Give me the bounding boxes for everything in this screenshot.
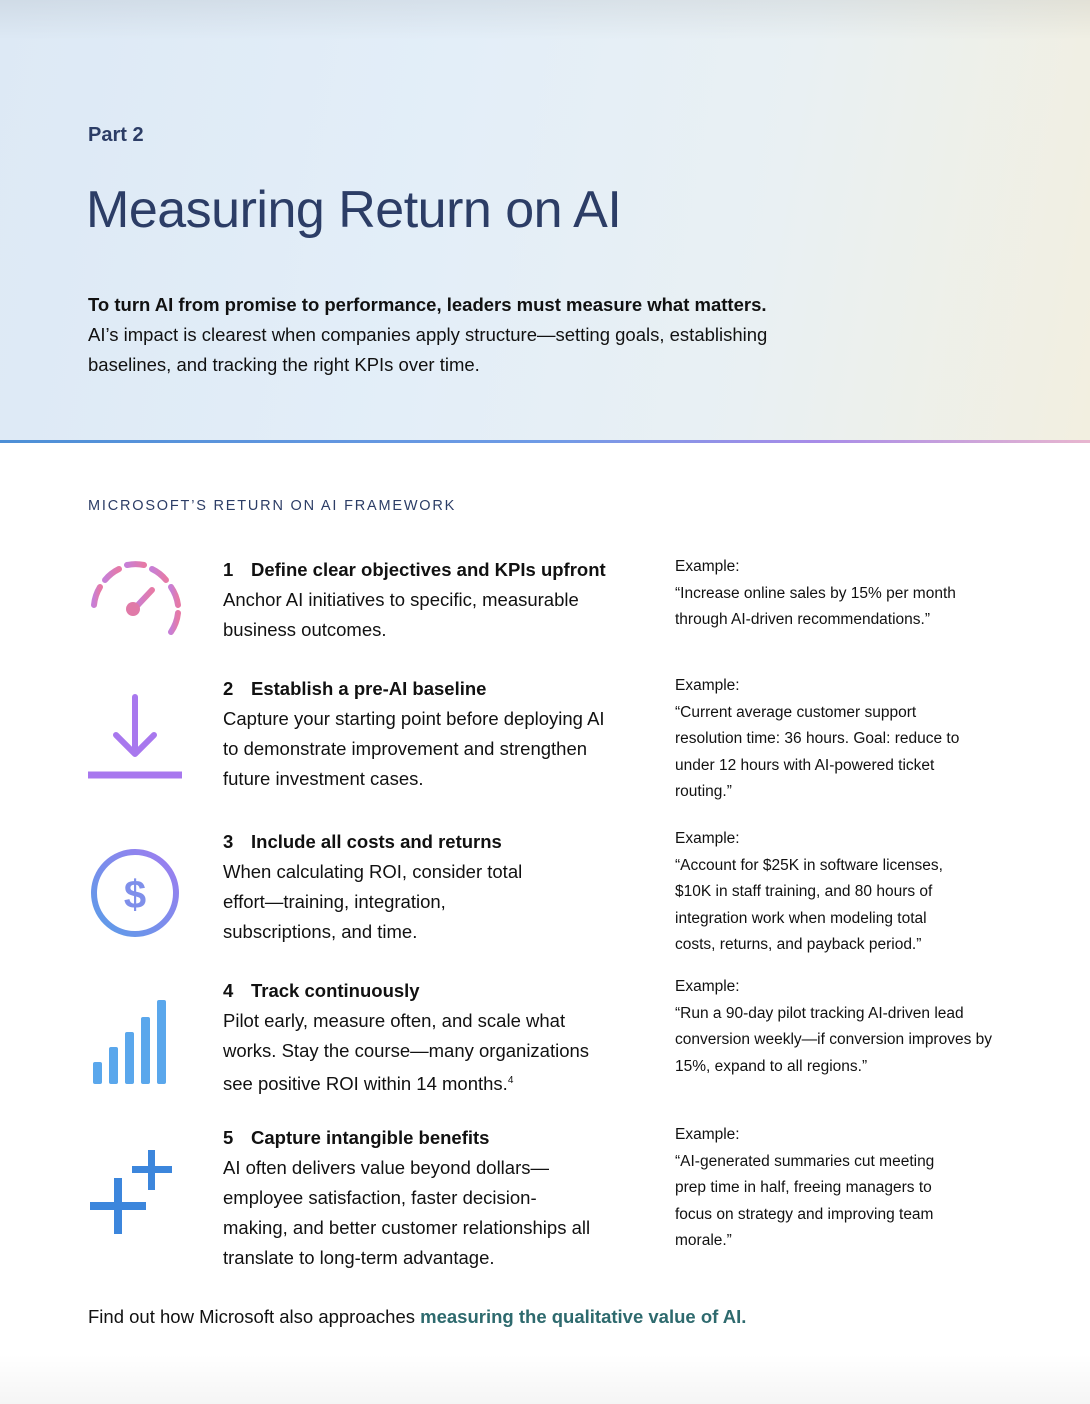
header-shadow [0, 0, 1090, 40]
step-heading [223, 976, 643, 1006]
step-body-text: Pilot early, measure often, and scale what works. Stay the course—many organizations see positive ROI within 14 months. [223, 1010, 590, 1095]
gradient-divider [0, 440, 1090, 443]
bar-1 [93, 1062, 102, 1084]
plus-plus-icon [88, 1148, 184, 1238]
bar-3 [125, 1032, 134, 1084]
footer-text: Find out how Microsoft also approaches [88, 1306, 421, 1327]
step-heading [223, 827, 643, 857]
page-title: Measuring Return on AI [86, 181, 622, 239]
step-body [223, 1006, 618, 1099]
example-4 [675, 974, 1005, 1080]
example-text: “AI-generated summaries cut meeting prep time in half, freeing managers to focus on strategy and improving team morale.” [675, 1152, 935, 1249]
framework-step-3 [223, 827, 643, 947]
step-body: Anchor AI initiatives to specific, measurable business outcomes. [223, 589, 579, 640]
footer-cta [88, 1306, 746, 1328]
example-text: “Run a 90-day pilot tracking AI-driven lead conversion weekly—if conversion improves by 15%, expand to all regions.” [675, 1004, 993, 1075]
svg-text:$: $ [123, 873, 147, 917]
example-label: Example: [675, 978, 740, 995]
framework-step-2 [223, 674, 643, 794]
intro-lead: To turn AI from promise to performance, leaders must measure what matters. [88, 294, 767, 315]
example-2 [675, 673, 1005, 806]
example-1 [675, 554, 1005, 634]
gauge-icon [86, 560, 186, 640]
step-title: Define clear objectives and KPIs upfront [251, 559, 606, 580]
bar-4 [141, 1017, 150, 1084]
example-5 [675, 1122, 1005, 1255]
example-3 [675, 826, 1005, 959]
example-text: “Increase online sales by 15% per month through AI-driven recommendations.” [675, 584, 956, 628]
example-label: Example: [675, 1126, 740, 1143]
bar-chart-icon [90, 992, 180, 1084]
qualitative-value-link[interactable]: measuring the qualitative value of AI. [420, 1306, 747, 1327]
step-number: 4 [223, 980, 234, 1001]
step-heading [223, 555, 643, 585]
step-body: When calculating ROI, consider total effort—training, integration, subscriptions, and time. [223, 861, 523, 942]
bottom-shade [0, 1354, 1090, 1404]
step-title: Track continuously [251, 980, 420, 1001]
step-number: 2 [223, 678, 234, 699]
example-label: Example: [675, 558, 740, 575]
framework-step-1 [223, 555, 643, 645]
intro-body: AI’s impact is clearest when companies apply structure—setting goals, establishing baselines, and tracking the right KPIs over time. [88, 324, 768, 375]
step-number: 1 [223, 559, 234, 580]
bar-2 [109, 1047, 118, 1084]
step-body: Capture your starting point before deploying AI to demonstrate improvement and strengthen future investment cases. [223, 708, 605, 789]
download-baseline-icon [86, 692, 184, 782]
intro-paragraph [88, 290, 848, 380]
step-heading [223, 1123, 643, 1153]
example-label: Example: [675, 677, 740, 694]
framework-step-4 [223, 976, 643, 1099]
step-number: 3 [223, 831, 234, 852]
example-label: Example: [675, 830, 740, 847]
step-number: 5 [223, 1127, 234, 1148]
dollar-circle-icon [88, 846, 182, 940]
step-title: Establish a pre-AI baseline [251, 678, 487, 699]
part-label: Part 2 [88, 124, 144, 146]
framework-label: MICROSOFT’S RETURN ON AI FRAMEWORK [88, 498, 457, 514]
example-text: “Account for $25K in software licenses, $10K in staff training, and 80 hours of integration work when modeling total costs, returns, and payback period.” [675, 856, 943, 953]
step-title: Include all costs and returns [251, 831, 502, 852]
step-title: Capture intangible benefits [251, 1127, 490, 1148]
framework-step-5 [223, 1123, 643, 1273]
footnote-marker: 4 [507, 1075, 514, 1086]
bar-5 [157, 1000, 166, 1084]
example-text: “Current average customer support resolution time: 36 hours. Goal: reduce to under 12 hours with AI-powered ticket routing.” [675, 703, 960, 800]
step-heading [223, 674, 643, 704]
step-body: AI often delivers value beyond dollars—employee satisfaction, faster decision-making, and better customer relationships all translate to long-term advantage. [223, 1157, 591, 1268]
